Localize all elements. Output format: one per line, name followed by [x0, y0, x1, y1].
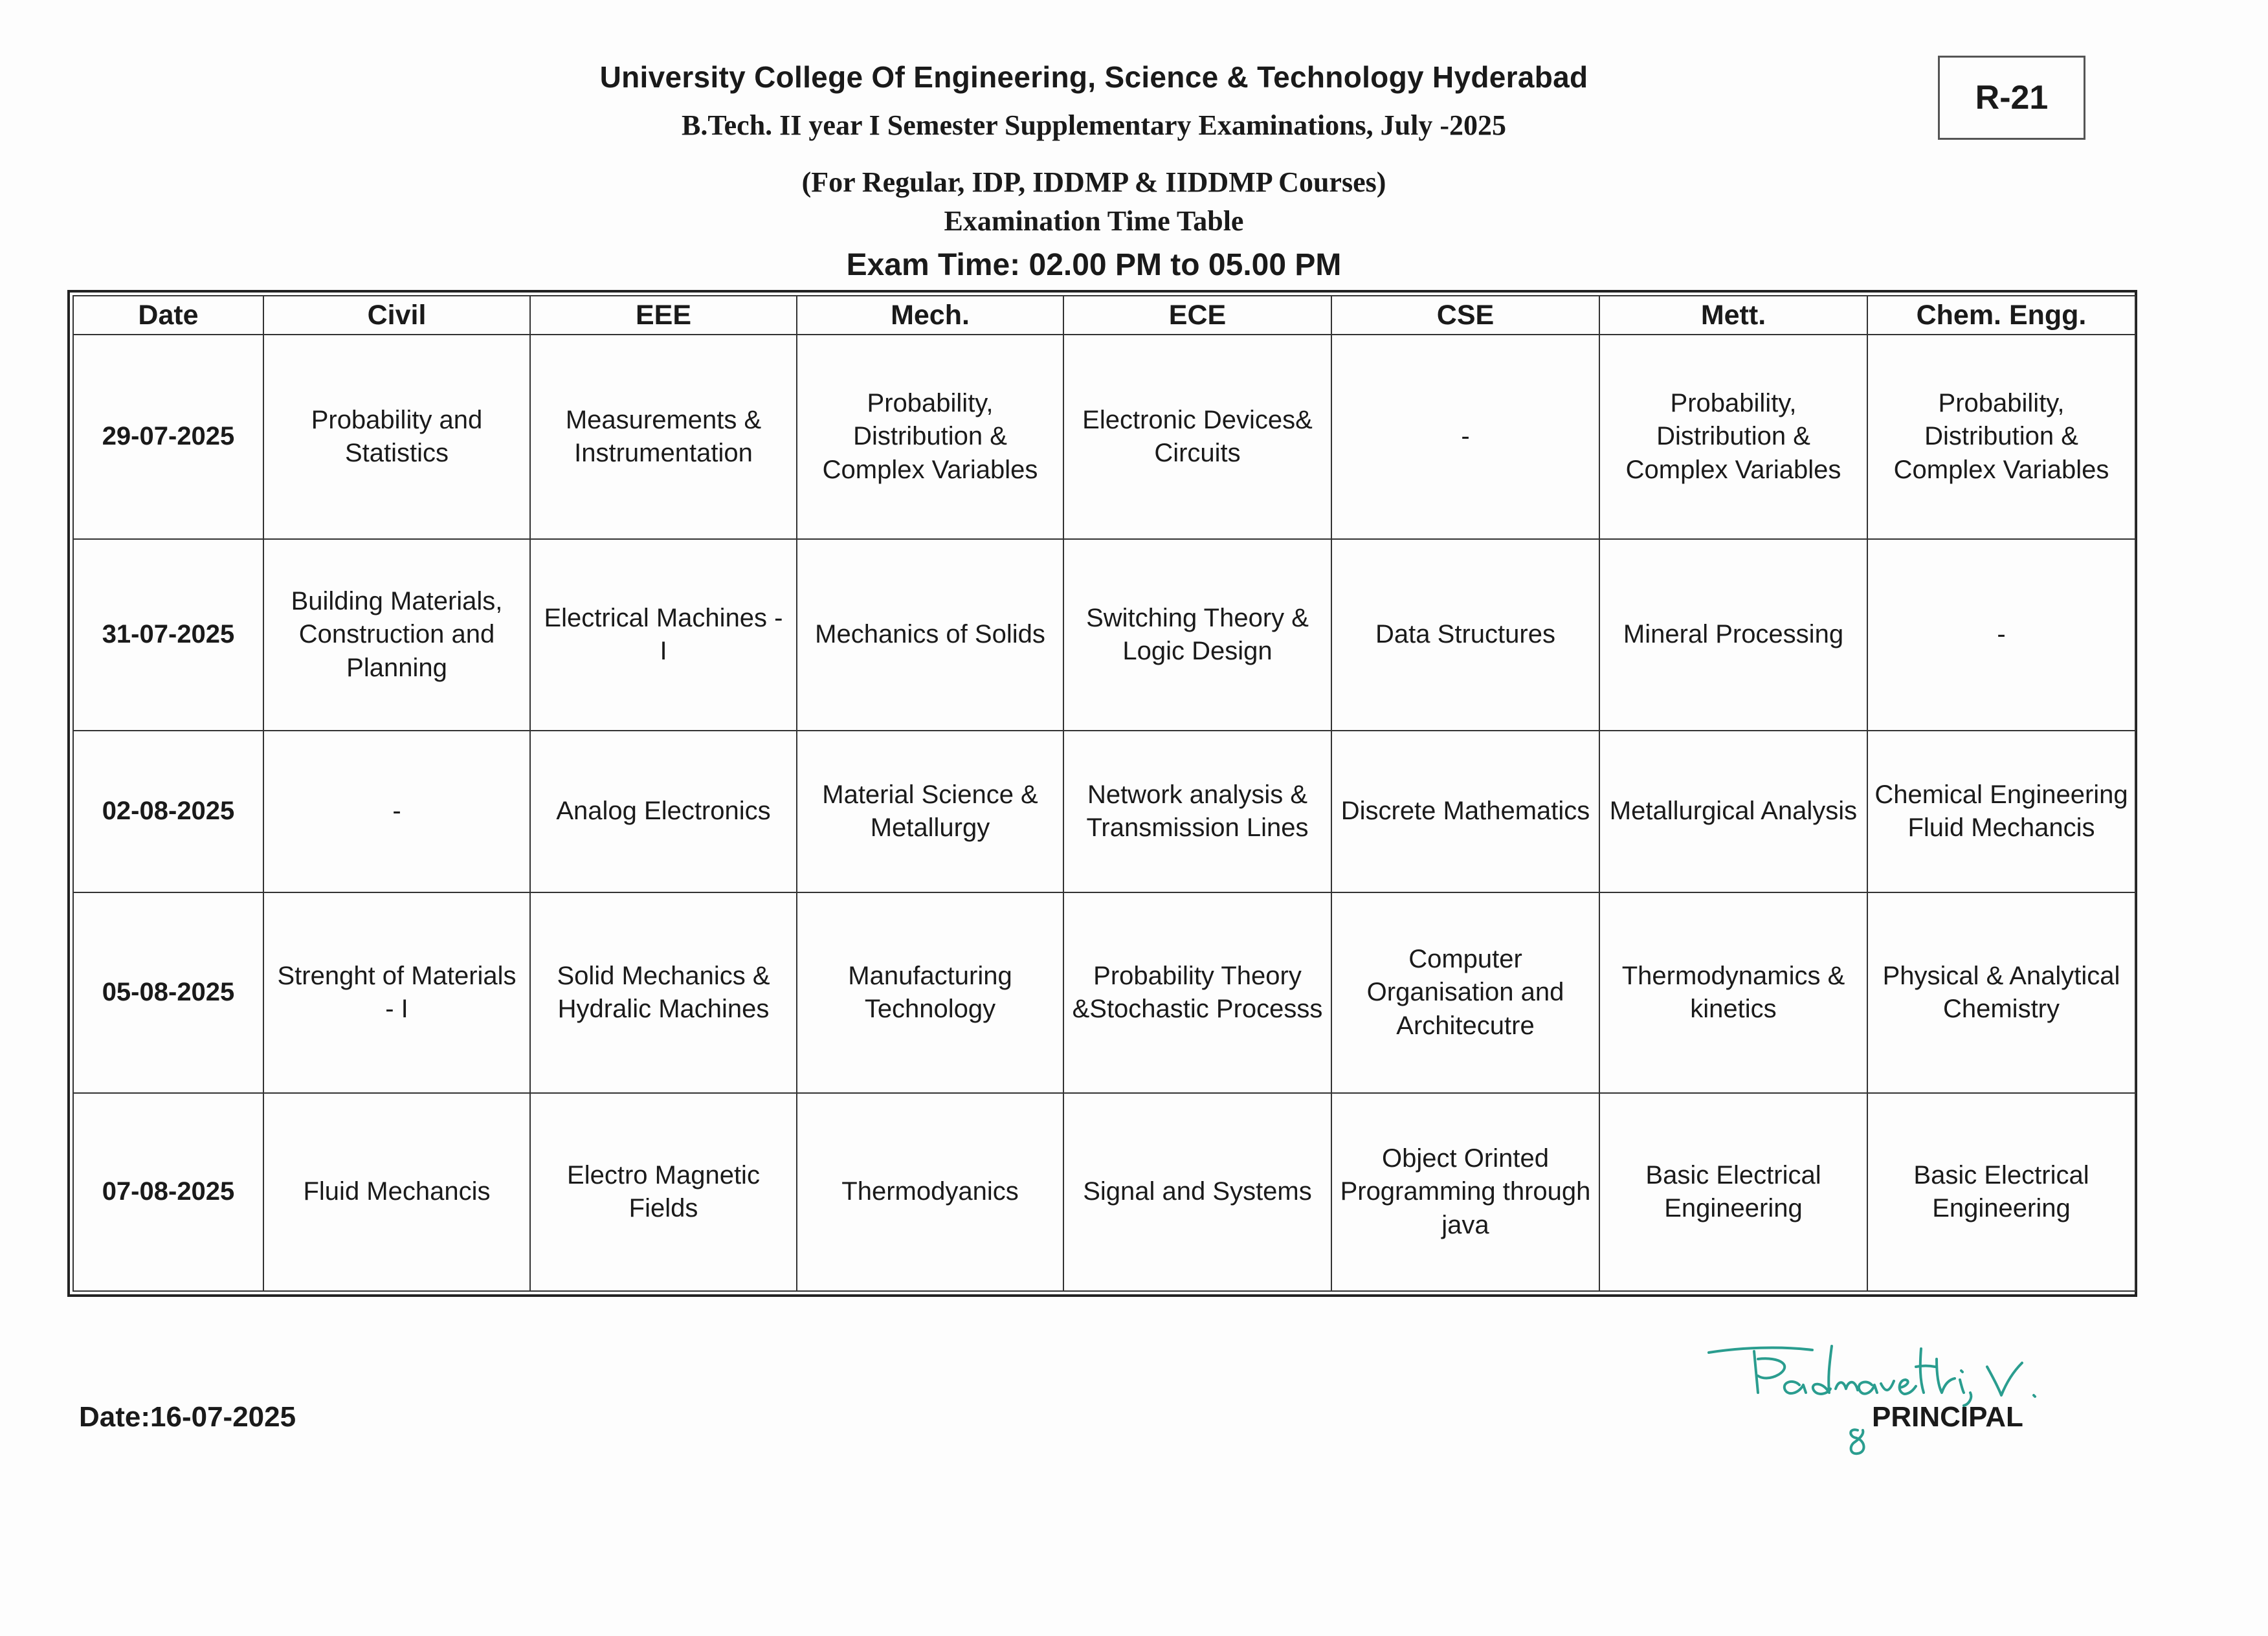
column-header-civil: Civil	[263, 296, 530, 335]
table-row	[73, 335, 2135, 539]
subject-cell-mett: Probability, Distribution & Complex Variables	[1599, 335, 1867, 539]
table-row	[73, 892, 2135, 1093]
subject-cell-chem: Chemical Engineering Fluid Mechancis	[1867, 731, 2135, 892]
exam-time: Exam Time: 02.00 PM to 05.00 PM	[846, 248, 1342, 282]
timetable-table	[72, 295, 2136, 1292]
table-row	[73, 731, 2135, 892]
subject-cell-ece: Switching Theory & Logic Design	[1063, 539, 1331, 731]
subject-cell-chem: Basic Electrical Engineering	[1867, 1093, 2135, 1291]
exam-date-cell: 31-07-2025	[73, 539, 263, 731]
regulation-badge: R-21	[1938, 56, 2085, 140]
subject-cell-cse: Object Orinted Programming through java	[1331, 1093, 1599, 1291]
subject-cell-cse: Discrete Mathematics	[1331, 731, 1599, 892]
subject-cell-mett: Thermodynamics & kinetics	[1599, 892, 1867, 1093]
subject-cell-civil: Fluid Mechancis	[263, 1093, 530, 1291]
column-header-ece: ECE	[1063, 296, 1331, 335]
subject-cell-eee: Electrical Machines - I	[530, 539, 797, 731]
subject-cell-civil: Probability and Statistics	[263, 335, 530, 539]
header-row	[73, 296, 2135, 335]
exam-title: B.Tech. II year I Semester Supplementary Examinations, July -2025	[681, 109, 1507, 141]
timetable-title: Examination Time Table	[944, 205, 1244, 237]
table-row	[73, 539, 2135, 731]
column-header-mech: Mech.	[797, 296, 1063, 335]
table-row	[73, 1093, 2135, 1291]
subject-cell-civil: Building Materials, Construction and Planning	[263, 539, 530, 731]
subject-cell-ece: Signal and Systems	[1063, 1093, 1331, 1291]
principal-label: PRINCIPAL	[1872, 1401, 2023, 1433]
exam-date-cell: 07-08-2025	[73, 1093, 263, 1291]
courses-line: (For Regular, IDP, IDDMP & IIDDMP Courses)	[801, 166, 1386, 198]
subject-cell-ece: Probability Theory &Stochastic Processs	[1063, 892, 1331, 1093]
subject-cell-mech: Probability, Distribution & Complex Variables	[797, 335, 1063, 539]
column-header-eee: EEE	[530, 296, 797, 335]
signature-text: Padmavathi, V.	[1702, 1333, 1707, 1334]
subject-cell-cse: Computer Organisation and Architecutre	[1331, 892, 1599, 1093]
subject-cell-mech: Thermodyanics	[797, 1093, 1063, 1291]
column-header-mett: Mett.	[1599, 296, 1867, 335]
timetable	[67, 290, 2137, 1297]
subject-cell-chem: Probability, Distribution & Complex Variables	[1867, 335, 2135, 539]
subject-cell-eee: Analog Electronics	[530, 731, 797, 892]
subject-cell-eee: Electro Magnetic Fields	[530, 1093, 797, 1291]
subject-cell-mech: Material Science & Metallurgy	[797, 731, 1063, 892]
subject-cell-chem: -	[1867, 539, 2135, 731]
column-header-chem: Chem. Engg.	[1867, 296, 2135, 335]
subject-cell-mech: Manufacturing Technology	[797, 892, 1063, 1093]
column-header-date: Date	[73, 296, 263, 335]
subject-cell-mett: Metallurgical Analysis	[1599, 731, 1867, 892]
subject-cell-mett: Basic Electrical Engineering	[1599, 1093, 1867, 1291]
issue-date: Date:16-07-2025	[79, 1401, 296, 1433]
exam-date-cell: 02-08-2025	[73, 731, 263, 892]
subject-cell-mech: Mechanics of Solids	[797, 539, 1063, 731]
subject-cell-chem: Physical & Analytical Chemistry	[1867, 892, 2135, 1093]
subject-cell-eee: Measurements & Instrumentation	[530, 335, 797, 539]
subject-cell-civil: -	[263, 731, 530, 892]
subject-cell-civil: Strenght of Materials - I	[263, 892, 530, 1093]
subject-cell-mett: Mineral Processing	[1599, 539, 1867, 731]
subject-cell-ece: Electronic Devices& Circuits	[1063, 335, 1331, 539]
subject-cell-ece: Network analysis & Transmission Lines	[1063, 731, 1331, 892]
exam-date-cell: 05-08-2025	[73, 892, 263, 1093]
subject-cell-cse: -	[1331, 335, 1599, 539]
subject-cell-eee: Solid Mechanics & Hydralic Machines	[530, 892, 797, 1093]
subject-cell-cse: Data Structures	[1331, 539, 1599, 731]
exam-date-cell: 29-07-2025	[73, 335, 263, 539]
column-header-cse: CSE	[1331, 296, 1599, 335]
university-name: University College Of Engineering, Science & Technology Hyderabad	[599, 60, 1588, 94]
